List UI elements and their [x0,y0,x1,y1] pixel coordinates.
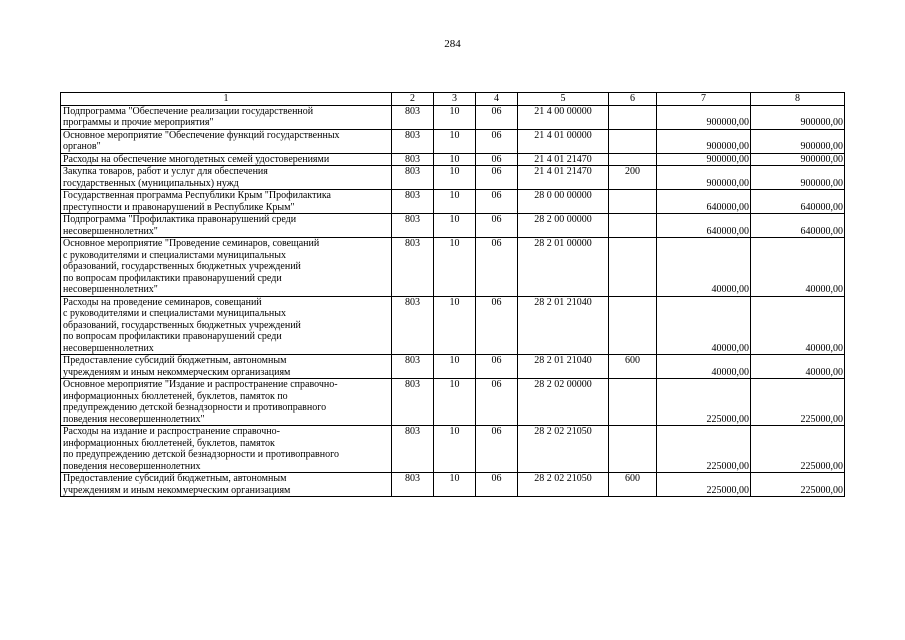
section-code-cell: 10 [434,190,476,214]
expense-name-cell: Основное мероприятие "Проведение семинаров, совещаний с руководителями и специалистами муниципальных образований, государственных бюджетных учреждений по вопросам профилактики правонарушений среди несовершеннолетних" [61,238,392,297]
subsection-code-cell: 06 [476,426,518,473]
amount-year2-cell: 640000,00 [751,190,845,214]
expense-type-cell [609,129,657,153]
expense-type-cell [609,426,657,473]
header-cell: 1 [61,93,392,106]
amount-year2-cell: 225000,00 [751,379,845,426]
target-article-cell: 21 4 01 00000 [518,129,609,153]
ministry-code-cell: 803 [392,426,434,473]
amount-year1-cell: 40000,00 [657,238,751,297]
table-row [61,214,845,238]
header-cell: 6 [609,93,657,106]
section-code-cell: 10 [434,129,476,153]
header-cell: 7 [657,93,751,106]
section-code-cell: 10 [434,153,476,166]
amount-year1-cell: 900000,00 [657,105,751,129]
subsection-code-cell: 06 [476,190,518,214]
expense-type-cell: 600 [609,355,657,379]
subsection-code-cell: 06 [476,129,518,153]
table-row [61,473,845,497]
subsection-code-cell: 06 [476,355,518,379]
section-code-cell: 10 [434,473,476,497]
section-code-cell: 10 [434,426,476,473]
section-code-cell: 10 [434,296,476,355]
table-row [61,426,845,473]
subsection-code-cell: 06 [476,214,518,238]
expense-type-cell [609,214,657,238]
expense-name-cell: Предоставление субсидий бюджетным, автономным учреждениям и иным некоммерческим организациям [61,473,392,497]
target-article-cell: 28 2 01 21040 [518,296,609,355]
target-article-cell: 28 2 00 00000 [518,214,609,238]
amount-year1-cell: 225000,00 [657,473,751,497]
ministry-code-cell: 803 [392,105,434,129]
amount-year2-cell: 900000,00 [751,166,845,190]
amount-year1-cell: 40000,00 [657,296,751,355]
expense-type-cell [609,296,657,355]
expense-name-cell: Расходы на обеспечение многодетных семей удостоверениями [61,153,392,166]
ministry-code-cell: 803 [392,355,434,379]
section-code-cell: 10 [434,166,476,190]
amount-year2-cell: 225000,00 [751,473,845,497]
target-article-cell: 21 4 01 21470 [518,153,609,166]
table-row [61,105,845,129]
amount-year1-cell: 900000,00 [657,166,751,190]
expense-name-cell: Подпрограмма "Профилактика правонарушений среди несовершеннолетних" [61,214,392,238]
amount-year2-cell: 900000,00 [751,153,845,166]
table-row [61,238,845,297]
target-article-cell: 21 4 01 21470 [518,166,609,190]
subsection-code-cell: 06 [476,238,518,297]
expense-name-cell: Закупка товаров, работ и услуг для обеспечения государственных (муниципальных) нужд [61,166,392,190]
subsection-code-cell: 06 [476,473,518,497]
amount-year1-cell: 640000,00 [657,190,751,214]
amount-year2-cell: 40000,00 [751,238,845,297]
ministry-code-cell: 803 [392,379,434,426]
table-row [61,379,845,426]
expense-type-cell [609,238,657,297]
section-code-cell: 10 [434,355,476,379]
expense-type-cell: 600 [609,473,657,497]
expense-type-cell [609,379,657,426]
amount-year2-cell: 40000,00 [751,355,845,379]
amount-year1-cell: 900000,00 [657,153,751,166]
subsection-code-cell: 06 [476,296,518,355]
header-cell: 8 [751,93,845,106]
section-code-cell: 10 [434,214,476,238]
table-row [61,190,845,214]
section-code-cell: 10 [434,238,476,297]
amount-year1-cell: 640000,00 [657,214,751,238]
header-cell: 5 [518,93,609,106]
expense-type-cell [609,153,657,166]
table-header-row [61,93,845,106]
amount-year2-cell: 225000,00 [751,426,845,473]
subsection-code-cell: 06 [476,379,518,426]
amount-year1-cell: 225000,00 [657,426,751,473]
ministry-code-cell: 803 [392,296,434,355]
expense-type-cell [609,105,657,129]
table-row [61,129,845,153]
amount-year2-cell: 900000,00 [751,129,845,153]
amount-year2-cell: 40000,00 [751,296,845,355]
expense-name-cell: Предоставление субсидий бюджетным, автономным учреждениям и иным некоммерческим организациям [61,355,392,379]
expense-name-cell: Основное мероприятие "Обеспечение функций государственных органов" [61,129,392,153]
header-cell: 2 [392,93,434,106]
subsection-code-cell: 06 [476,105,518,129]
ministry-code-cell: 803 [392,238,434,297]
header-cell: 4 [476,93,518,106]
header-cell: 3 [434,93,476,106]
expense-name-cell: Государственная программа Республики Крым "Профилактика преступности и правонарушений в Республике Крым" [61,190,392,214]
table-row [61,166,845,190]
amount-year1-cell: 225000,00 [657,379,751,426]
target-article-cell: 28 2 02 00000 [518,379,609,426]
target-article-cell: 28 0 00 00000 [518,190,609,214]
amount-year1-cell: 40000,00 [657,355,751,379]
amount-year2-cell: 640000,00 [751,214,845,238]
target-article-cell: 28 2 02 21050 [518,426,609,473]
target-article-cell: 28 2 01 21040 [518,355,609,379]
section-code-cell: 10 [434,105,476,129]
target-article-cell: 28 2 02 21050 [518,473,609,497]
target-article-cell: 28 2 01 00000 [518,238,609,297]
ministry-code-cell: 803 [392,153,434,166]
ministry-code-cell: 803 [392,129,434,153]
subsection-code-cell: 06 [476,166,518,190]
page-number: 284 [444,38,461,50]
expense-type-cell [609,190,657,214]
expense-name-cell: Основное мероприятие "Издание и распространение справочно- информационных бюллетеней, буклетов, памяток по предупреждению детской безнадзорности и противоправного поведения несовершеннолетних" [61,379,392,426]
ministry-code-cell: 803 [392,214,434,238]
target-article-cell: 21 4 00 00000 [518,105,609,129]
budget-table [60,92,845,497]
subsection-code-cell: 06 [476,153,518,166]
expense-type-cell: 200 [609,166,657,190]
ministry-code-cell: 803 [392,190,434,214]
ministry-code-cell: 803 [392,473,434,497]
expense-name-cell: Расходы на проведение семинаров, совещаний с руководителями и специалистами муниципальных образований, государственных бюджетных учреждений по вопросам профилактики правонарушений среди несовершеннолетних [61,296,392,355]
amount-year1-cell: 900000,00 [657,129,751,153]
ministry-code-cell: 803 [392,166,434,190]
expense-name-cell: Подпрограмма "Обеспечение реализации государственной программы и прочие мероприятия" [61,105,392,129]
section-code-cell: 10 [434,379,476,426]
table-row [61,355,845,379]
table-row [61,296,845,355]
table-row [61,153,845,166]
expense-name-cell: Расходы на издание и распространение справочно- информационных бюллетеней, буклетов, памяток по предупреждению детской безнадзорности и противоправного поведения несовершеннолетних [61,426,392,473]
amount-year2-cell: 900000,00 [751,105,845,129]
